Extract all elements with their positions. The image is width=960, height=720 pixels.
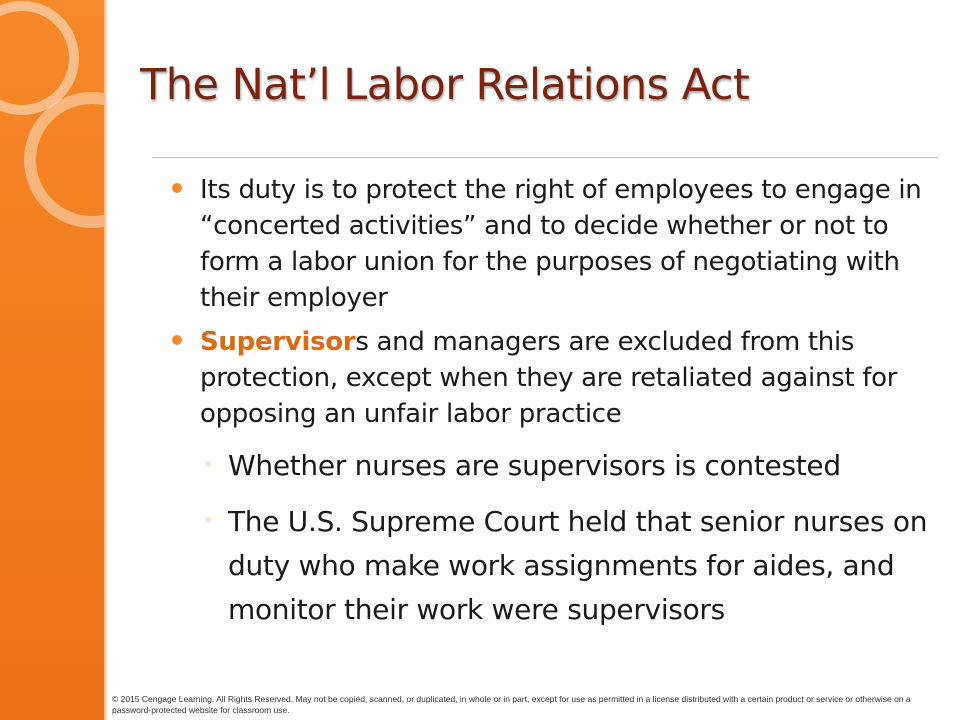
sub-bullet-text: The U.S. Supreme Court held that senior nurses on duty who make work assignments for aides, and monitor their work were supervisors bbox=[228, 505, 928, 626]
sub-bullet-ring-icon: ◦ bbox=[204, 513, 213, 529]
highlighted-term: Supervisor bbox=[200, 327, 356, 357]
bullet-item bbox=[172, 172, 932, 316]
title-divider bbox=[152, 157, 938, 158]
bullet-text: Its duty is to protect the right of employees to engage in “concerted activities” and to decide whether or not to form a labor union for the purposes of negotiating with their employer bbox=[200, 175, 922, 313]
bullet-text bbox=[200, 324, 932, 432]
copyright-footer: © 2015 Cengage Learning. All Rights Reserved. May not be copied, scanned, or duplicated, in whole or in part, except for use as permitted in a license distributed with a certain product or service or otherwise on a password-protected website for classroom use. bbox=[112, 694, 911, 715]
slide-title: The Nat’l Labor Relations Act bbox=[140, 60, 750, 110]
bullet-item bbox=[172, 324, 932, 432]
left-decorative-bar bbox=[0, 0, 104, 720]
bullet-dot-icon bbox=[172, 183, 182, 193]
circle-decoration-icon bbox=[0, 0, 104, 300]
slide-content bbox=[172, 172, 932, 632]
sub-bullet-item bbox=[172, 500, 932, 632]
sub-bullet-item bbox=[172, 444, 932, 488]
sub-bullet-ring-icon: ◦ bbox=[204, 457, 213, 473]
bullet-dot-icon bbox=[172, 335, 182, 345]
sub-bullet-text: Whether nurses are supervisors is contested bbox=[228, 449, 841, 482]
bullet-text-rest: s and managers are excluded from this protection, except when they are retaliated against for opposing an unfair labor practice bbox=[200, 327, 898, 429]
bar-edge-gradient bbox=[104, 0, 108, 720]
